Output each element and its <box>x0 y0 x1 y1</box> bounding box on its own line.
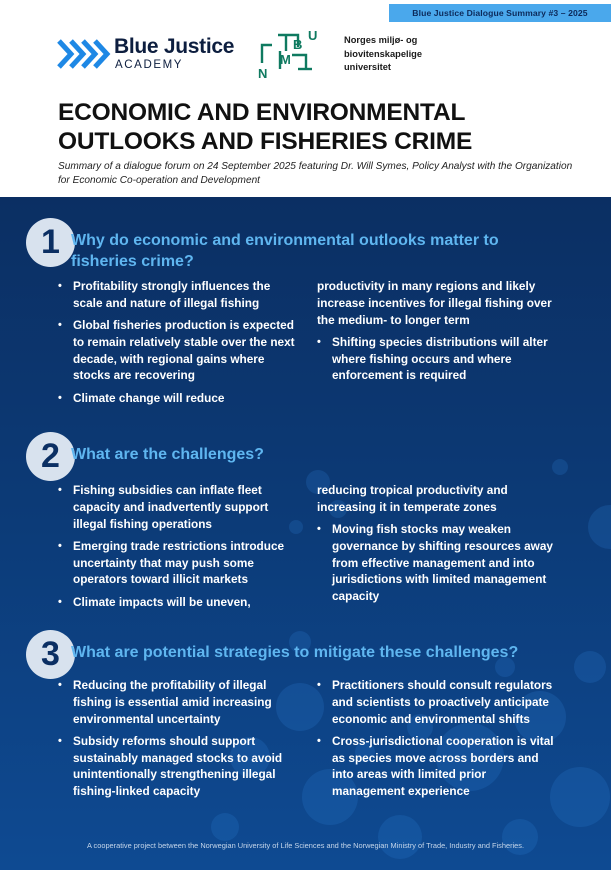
bullet-item: • Climate change will reduce <box>58 390 296 407</box>
title-line-1: ECONOMIC AND ENVIRONMENTAL <box>58 99 466 126</box>
blue-justice-logo <box>57 33 257 75</box>
bullet-item: • Moving fish stocks may weaken governance by shifting resources away from effective management and into jurisdictions with limited management capacity <box>317 521 562 605</box>
nmbu-letter-n: N <box>258 66 268 81</box>
bullet-item: • Reducing the profitability of illegal fishing is essential amid increasing environmental uncertainty <box>58 677 296 727</box>
bullet-item: • Fishing subsidies can inflate fleet capacity and inadvertently support illegal fishing operations <box>58 482 296 532</box>
nmbu-line-2: biovitenskapelige <box>344 48 423 59</box>
bullet-item: • Cross-jurisdictional cooperation is vital as species move across borders and into areas with limited prior management experience <box>317 733 562 800</box>
bullet-continuation: productivity in many regions and likely increase incentives for illegal fishing over the medium- to longer term <box>317 279 552 327</box>
section-1-heading: Why do economic and environmental outlooks matter to fisheries crime? <box>71 232 499 270</box>
bullet-item: • Emerging trade restrictions introduce uncertainty that may push some operators toward illicit markets <box>58 538 296 588</box>
section-2-number: 2 <box>26 432 75 481</box>
footer-note: A cooperative project between the Norwegian University of Life Sciences and the Norwegian Ministry of Trade, Industry and Fisheries. <box>86 841 525 850</box>
bullet-item: • Shifting species distributions will alter where fishing occurs and where enforcement is required <box>317 334 562 384</box>
blue-justice-title: Blue Justice <box>114 35 235 58</box>
chevrons-icon <box>57 37 111 71</box>
section-2-left-bullets <box>58 482 296 616</box>
nmbu-letter-u: U <box>308 29 318 43</box>
page-title <box>58 98 578 156</box>
nmbu-logo <box>258 29 458 81</box>
content-panel <box>0 197 611 870</box>
section-1-right-bullets <box>317 278 562 390</box>
nmbu-letter-b: B <box>293 37 303 52</box>
dialogue-summary-tag: Blue Justice Dialogue Summary #3 – 2025 <box>389 4 611 22</box>
section-3-number: 3 <box>26 630 75 679</box>
section-2-right-bullets <box>317 482 562 611</box>
academy-label: ACADEMY <box>115 59 184 71</box>
nmbu-line-3: universitet <box>344 62 392 72</box>
section-3-left-bullets <box>58 677 296 806</box>
bullet-item: • Climate impacts will be uneven, <box>58 594 296 611</box>
bullet-item: • Practitioners should consult regulators and scientists to proactively anticipate economic and environmental shifts <box>317 677 562 727</box>
section-1-number: 1 <box>26 218 75 267</box>
nmbu-name <box>344 34 454 75</box>
title-line-2: OUTLOOKS AND FISHERIES CRIME <box>58 128 473 155</box>
page-subtitle: Summary of a dialogue forum on 24 September 2025 featuring Dr. Will Symes, Policy Analyst with the Organization for Economic Co-operation and Development <box>58 161 573 186</box>
section-2-heading: What are the challenges? <box>71 446 264 463</box>
section-3-right-bullets <box>317 677 562 806</box>
bullet-item: • Global fisheries production is expected to remain relatively stable over the next decade, with regional gains where stocks are recovering <box>58 317 296 384</box>
bullet-item: • Profitability strongly influences the scale and nature of illegal fishing <box>58 278 296 312</box>
bullet-item: • Subsidy reforms should support sustainably managed stocks to avoid unintentionally strengthening illegal fishing-linked capacity <box>58 733 296 800</box>
section-3-heading: What are potential strategies to mitigate these challenges? <box>71 644 519 661</box>
bullet-continuation: reducing tropical productivity and increasing it in temperate zones <box>317 483 508 514</box>
nmbu-line-1: Norges miljø- og <box>344 35 418 45</box>
section-1-left-bullets <box>58 278 296 412</box>
nmbu-mark-icon <box>258 29 338 81</box>
nmbu-letter-m: M <box>280 52 291 67</box>
